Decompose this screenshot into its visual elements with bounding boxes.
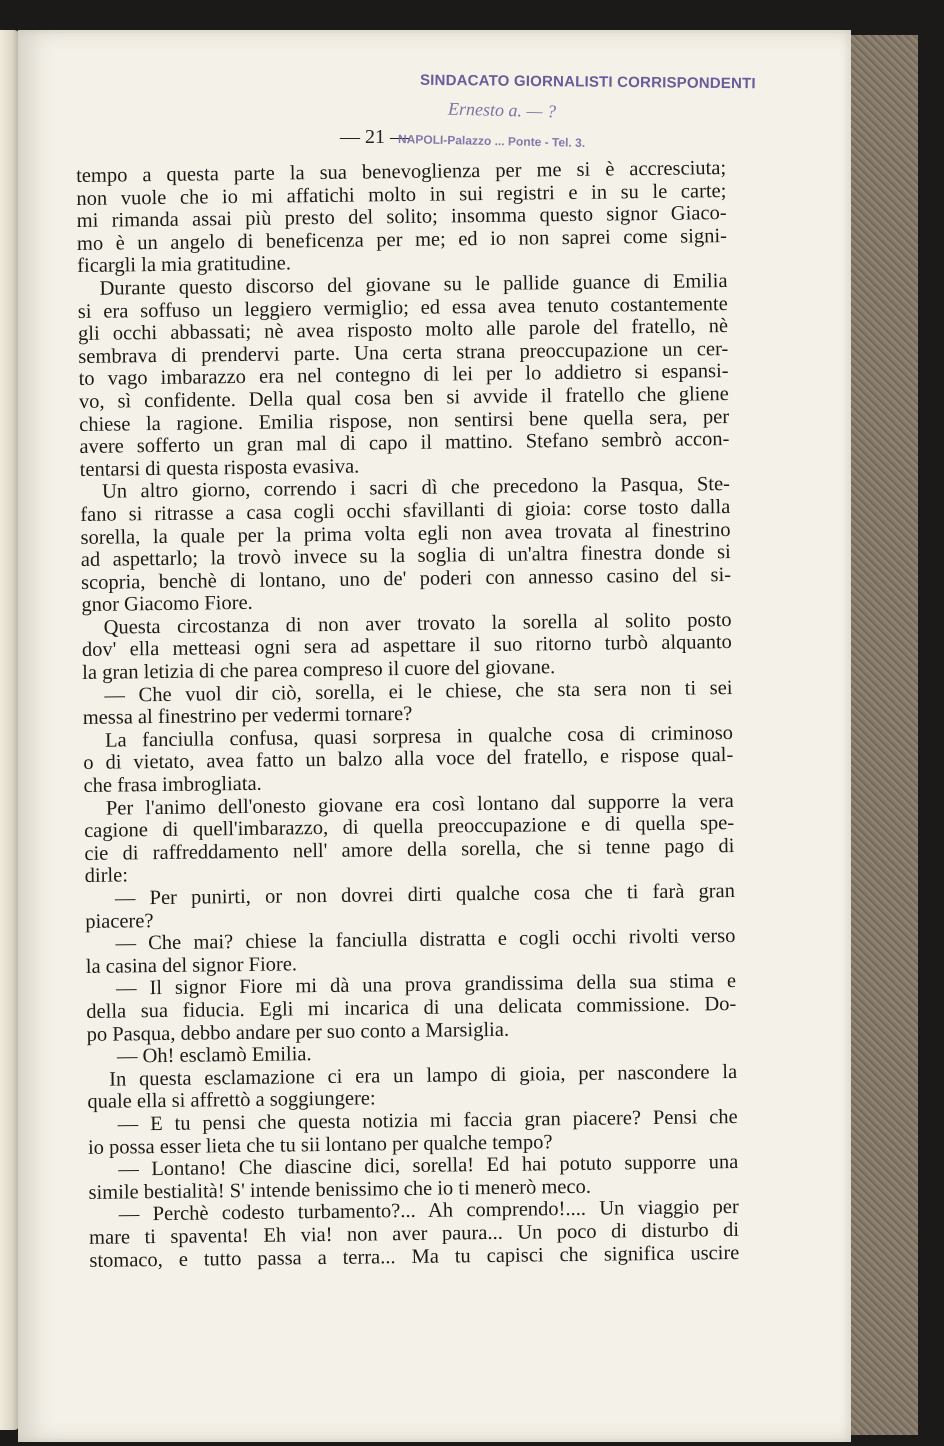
text-line: po Pasqua, debbo andare per suo conto a Marsiglia. (86, 1018, 510, 1046)
text-line: sembrava di prendervi parte. Una certa strana preoccupazione un cer- (78, 337, 729, 368)
stamp-handwriting: Ernesto a. — ? (447, 98, 557, 122)
text-line: Per l'animo dell'onesto giovane era così lontano dal supporre la vera (105, 789, 734, 820)
text-line: mare ti spaventa! Eh via! non aver paura... Un poco di disturbo di (88, 1218, 740, 1249)
text-line: In questa esclamazione ci era un lampo di gioia, per nascondere la (109, 1060, 738, 1091)
left-page-edge (0, 30, 20, 1430)
text-line: Questa circostanza di non aver trovato la sorella al solito posto (103, 608, 732, 639)
text-line: — Per punirti, or non dovrei dirti qualche cosa che ti farà gran (114, 880, 736, 910)
body-text (76, 157, 739, 1272)
text-line: o di vietato, avea fatto un balzo alla voce del fratello, e rispose qual- (83, 744, 734, 775)
text-line: non vuole che io mi affatichi molto in sui registri e in su le carte; (76, 179, 727, 210)
text-line: gli occhi abbassati; nè avea risposto molto alle parole del fratello, nè (77, 315, 729, 346)
text-line: — Perchè codesto turbamento?... Ah comprendo!.... Un viaggio per (118, 1196, 739, 1226)
text-line: ad aspettarlo; la trovò invece su la soglia di un'altra finestra donde si (80, 541, 731, 572)
text-line: — Oh! esclamò Emilia. (116, 1043, 312, 1068)
page-number: — 21 — (340, 126, 410, 148)
text-line: — Che vuol dir ciò, sorella, ei le chiese, che sta sera non ti sei (104, 676, 733, 707)
text-line: tentarsi di questa risposta evasiva. (79, 455, 360, 481)
text-line: — Lontano! Che diascine dici, sorella! Ed hai potuto supporre una (118, 1151, 739, 1181)
text-line: cie di raffreddamento nell' amore della sorella, che si tenne pago di (84, 834, 735, 865)
text-line: stomaco, e tutto passa a terra... Ma tu capisci che significa uscire (89, 1241, 740, 1272)
stamp-address: NAPOLI-Palazzo ... Ponte - Tel. 3. (397, 132, 586, 150)
text-line: cagione di quell'imbarazzo, di quella preoccupazione e di quella spe- (84, 812, 735, 843)
text-line: Durante questo discorso del giovane su le pallide guance di Emilia (99, 270, 728, 300)
text-line: to vago imbarazzo era nel contegno di lei per lo addietro si espansi- (78, 360, 729, 391)
text-line: che frasa imbrogliata. (83, 772, 262, 797)
text-line: — E tu pensi che questa notizia mi faccia gran piacere? Pensi che (117, 1105, 738, 1136)
text-line: sorella, la quale per la prima volta egli non avea trovata al finestrino (80, 518, 731, 549)
text-line: dirle: (84, 864, 129, 888)
text-line: la casina del signor Fiore. (85, 953, 298, 978)
text-line: messa al finestrino per vedermi tornare? (82, 703, 413, 730)
text-line: Un altro giorno, correndo i sacri dì che precedono la Pasqua, Ste- (101, 473, 731, 504)
text-line: fano si ritrasse a casa cogli occhi sfavillanti di gioia: corse tosto dalla (80, 495, 731, 526)
text-line: chiese la ragione. Emilia rispose, non sentirsi bene quella sera, per (79, 405, 730, 436)
text-line: avere sofferto un gran mal di capo il mattino. Stefano sembrò accon- (79, 428, 730, 459)
text-line: — Il signor Fiore mi dà una prova grandissima della sua stima e (115, 970, 737, 1000)
book-cover-edge (848, 35, 918, 1435)
text-line: dov' ella metteasi ogni sera ad aspettare il suo ritorno turbò alquanto (81, 631, 733, 662)
text-line: vo, sì confidente. Della qual cosa ben si avvide il fratello che gliene (78, 382, 729, 413)
text-line: simile bestialità! S' intende benissimo che io ti menerò meco. (88, 1175, 592, 1204)
text-line: quale ella si affrettò a soggiungere: (87, 1087, 376, 1114)
text-line: mi rimanda assai più presto del solito; insomma questo signor Giaco- (76, 202, 727, 233)
text-line: mo è un angelo di beneficenza per me; ed io non saprei come signi- (76, 224, 728, 255)
text-line: gnor Giacomo Fiore. (81, 592, 253, 617)
text-line: La fanciulla confusa, quasi sorpresa in qualche cosa di criminoso (104, 721, 734, 752)
text-line: — Che mai? chiese la fanciulla distratta e cogli occhi rivolti verso (115, 925, 736, 955)
text-line: io possa esser lieta che tu sii lontano per qualche tempo? (87, 1130, 553, 1159)
text-line: scopria, benchè di lontano, uno de' poderi con annesso casino del si- (80, 563, 732, 594)
text-line: della sua fiducia. Egli mi incarica di una delicata commissione. Do- (86, 992, 737, 1023)
text-line: si era soffuso un leggiero vermiglio; ed essa avea tenuto costantemente (77, 292, 728, 323)
text-line: tempo a questa parte la sua benevoglienza per me si è accresciuta; (76, 157, 727, 187)
text-line: ficargli la mia gratitudine. (77, 252, 292, 278)
stamp-title: SINDACATO GIORNALISTI CORRISPONDENTI (419, 71, 756, 93)
text-line: piacere? (85, 909, 154, 933)
text-line: la gran letizia di che parea compreso il cuore del giovane. (82, 656, 556, 685)
